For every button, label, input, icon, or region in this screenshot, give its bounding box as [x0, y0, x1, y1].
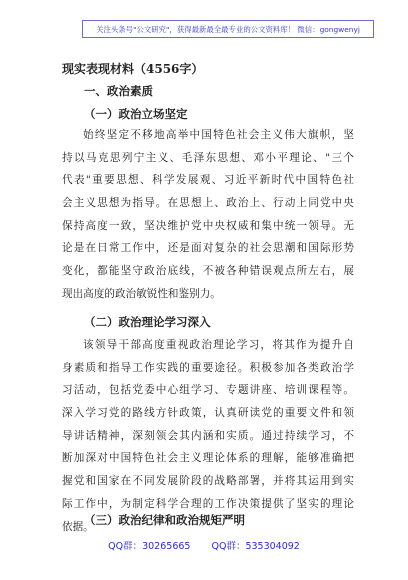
- footer-qq-groups: [0, 538, 408, 552]
- paragraph-line: 习活动，包括党委中心组学习、专题讲座、培训课程等。: [62, 384, 354, 397]
- banner-text: 关注头条号"公文研究"，获得最新最全最专业的公文资料库！ 微信：gongwenyj: [96, 24, 360, 34]
- section-heading-political-quality: 一、政治素质: [84, 84, 153, 98]
- paragraph-line: 保持高度一致，坚决维护党中央权威和集中统一领导。无: [62, 219, 354, 232]
- paragraph-line: 持以马克思列宁主义、毛泽东思想、邓小平理论、"三个: [62, 151, 354, 164]
- paragraph-line: 依据。: [62, 520, 94, 533]
- paragraph-line: 代表"重要思想、科学发展观、习近平新时代中国特色社: [62, 174, 354, 187]
- document-title: 现实表现材料（4556字）: [62, 62, 204, 76]
- paragraph-line: 握党和国家在不同发展阶段的战略部署，并将其运用到实: [62, 475, 354, 488]
- paragraph-line: 该领导干部高度重视政治理论学习，将其作为提升自: [83, 339, 354, 351]
- subheading-political-stance: （一）政治立场坚定: [84, 107, 188, 121]
- paragraph-line: 导讲话精神，深刻领会其内涵和实质。通过持续学习，不: [62, 429, 354, 442]
- paragraph-line: 深入学习党的路线方针政策，认真研读党的重要文件和领: [62, 407, 354, 420]
- paragraph-line: 论是在日常工作中，还是面对复杂的社会思潮和国际形势: [62, 242, 354, 255]
- paragraph-theory-study: [62, 334, 354, 538]
- qq-group-1: QQ群：30265665: [108, 541, 191, 552]
- paragraph-line: 断加深对中国特色社会主义理论体系的理解，能够准确把: [62, 452, 354, 465]
- paragraph-line: 变化，都能坚守政治底线，不被各种错误观点所左右，展: [62, 265, 354, 278]
- paragraph-line: 会主义思想为指导。在思想上、政治上、行动上同党中央: [62, 197, 354, 210]
- subheading-theory-study: （二）政治理论学习深入: [84, 315, 211, 329]
- qq-group-2: QQ群：535304092: [211, 541, 300, 552]
- paragraph-line: 身素质和指导工作实践的重要途径。积极参加各类政治学: [62, 361, 354, 374]
- top-banner: [82, 20, 374, 38]
- subheading-discipline: （三）政治纪律和政治规矩严明: [84, 513, 245, 527]
- paragraph-line: 始终坚定不移地高举中国特色社会主义伟大旗帜，坚: [83, 129, 354, 141]
- paragraph-line: 际工作中，为制定科学合理的工作决策提供了坚实的理论: [62, 497, 354, 510]
- paragraph-political-stance: [62, 124, 354, 306]
- paragraph-line: 现出高度的政治敏锐性和鉴别力。: [62, 287, 221, 300]
